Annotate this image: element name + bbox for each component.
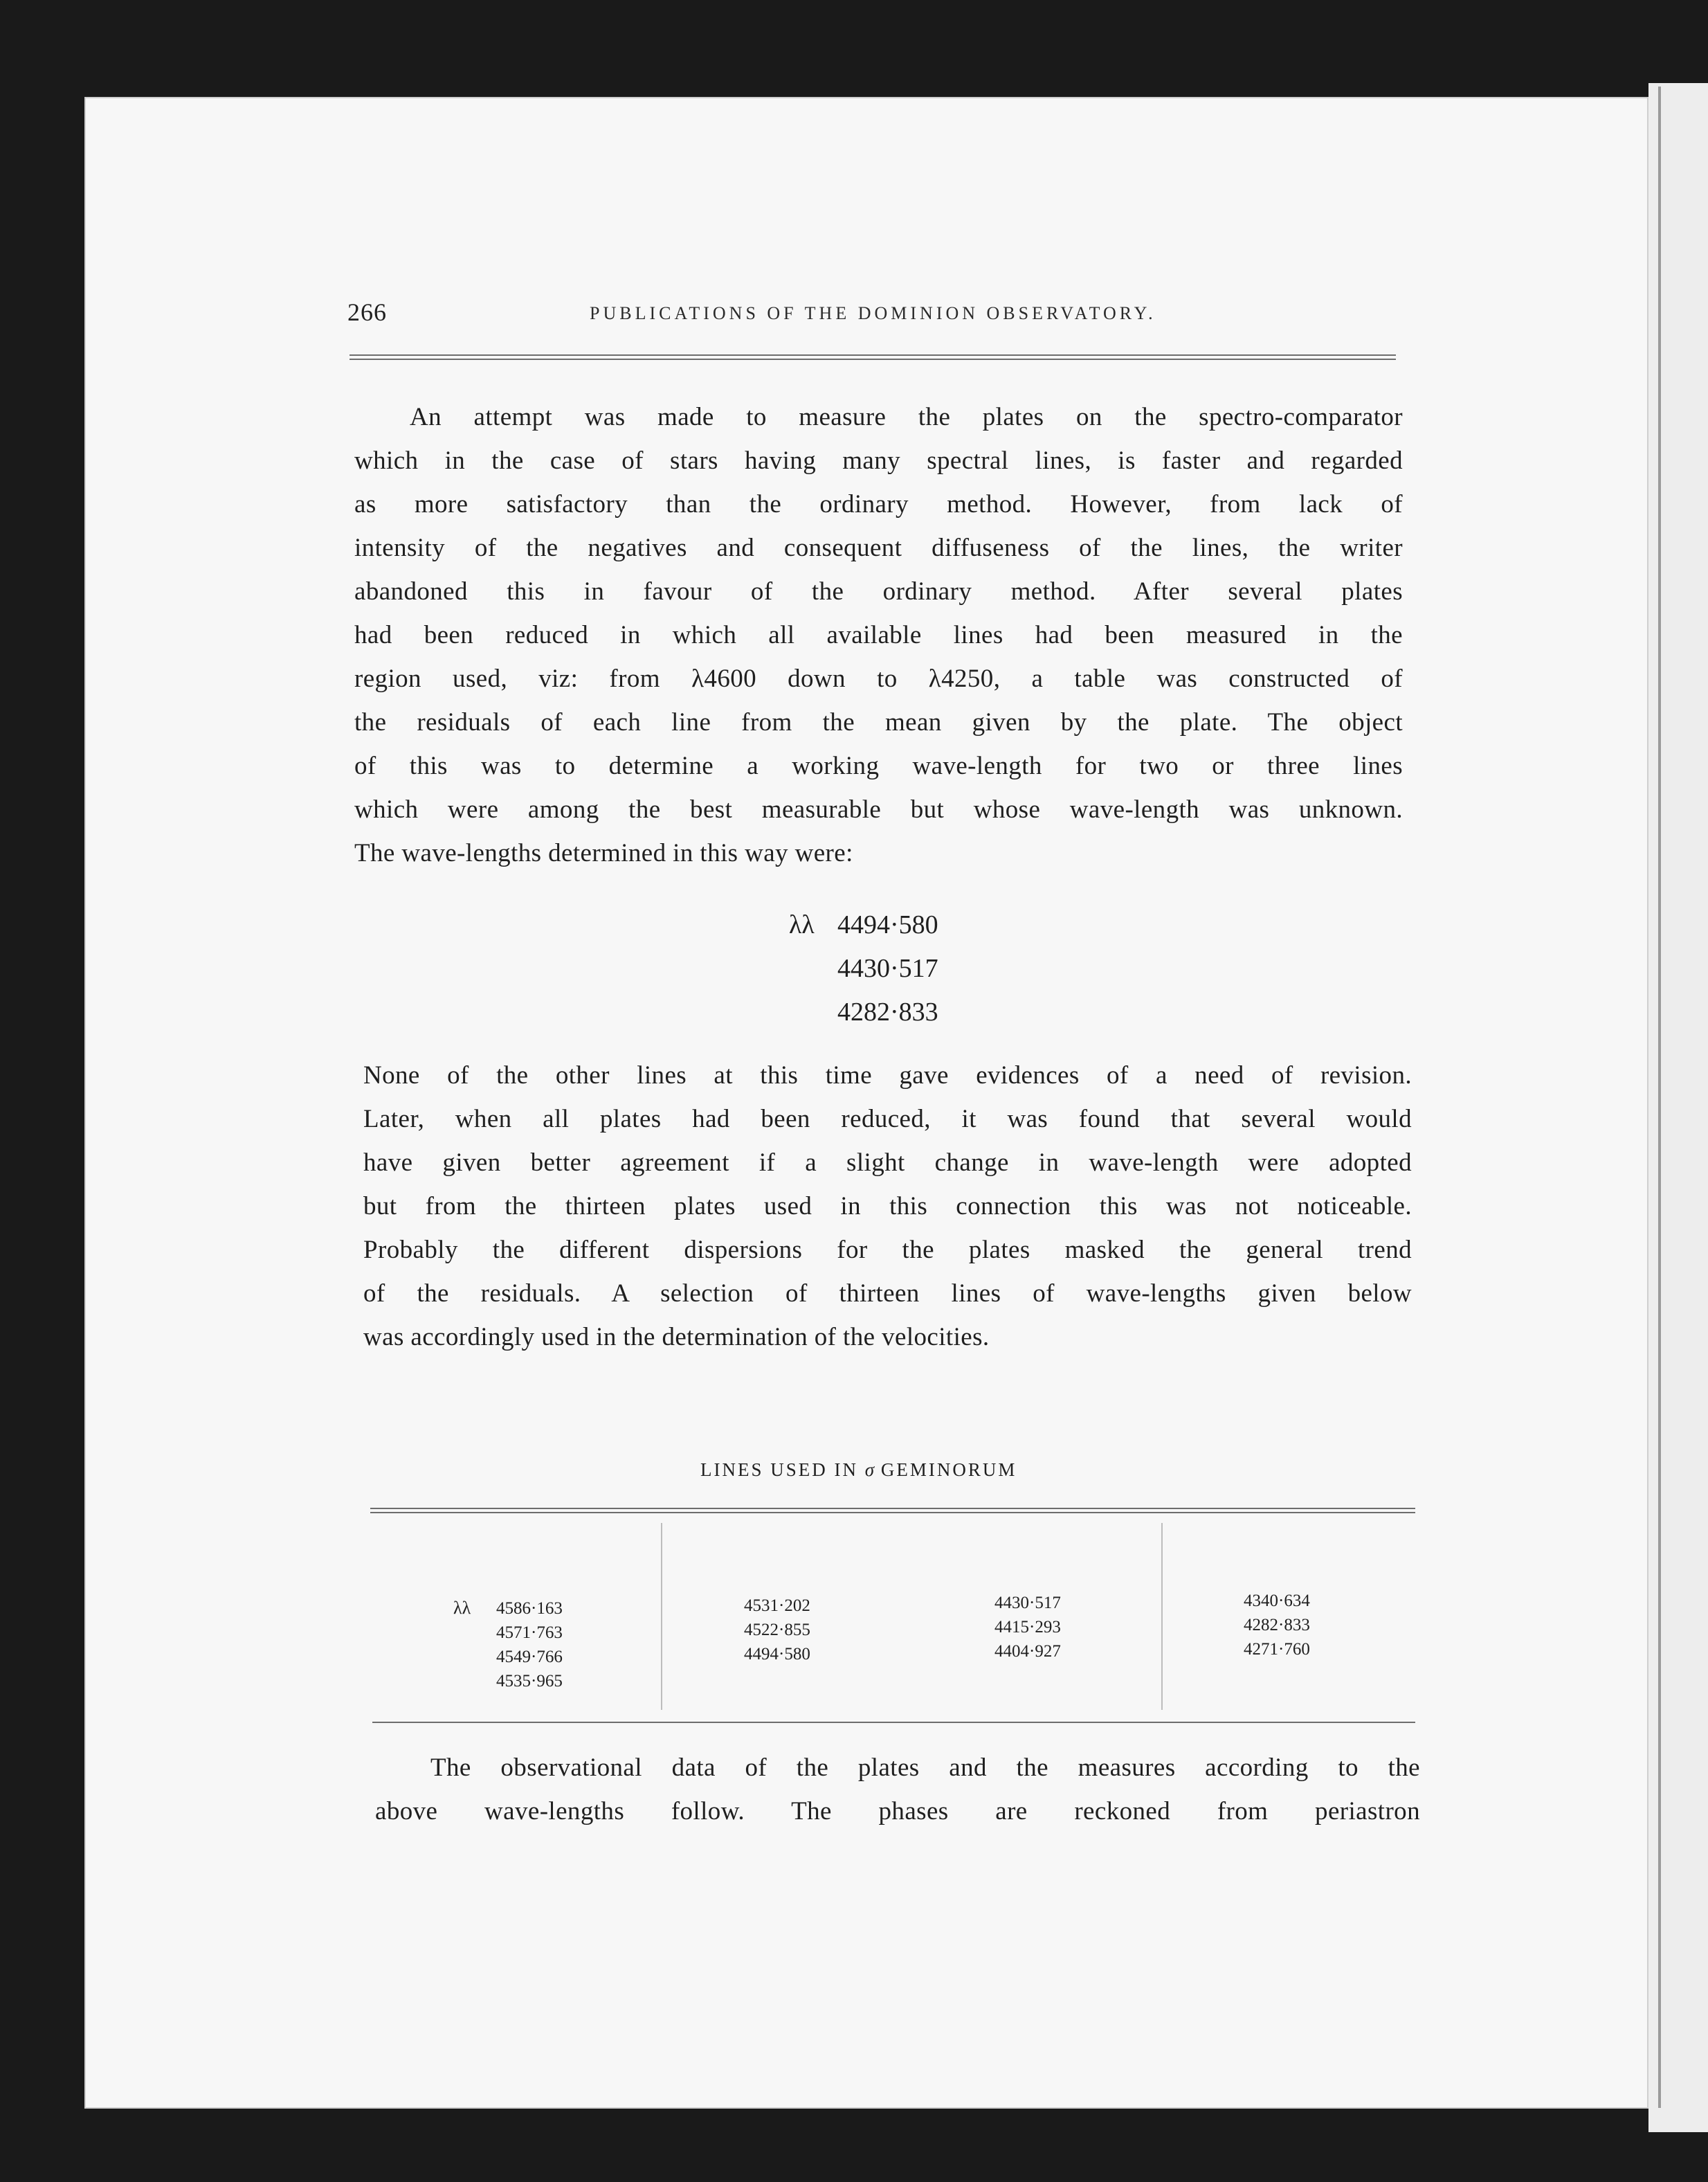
page-header — [347, 298, 1394, 332]
text-line: which in the case of stars having many spectral lines, is faster and regarded — [354, 447, 1403, 475]
wavelength-value: 4586·163 — [496, 1599, 563, 1618]
table-cell: 4271·760 — [1244, 1640, 1310, 1659]
table-column-divider — [1161, 1523, 1163, 1710]
table-title-before: LINES USED IN — [700, 1459, 858, 1480]
text-line: intensity of the negatives and consequent diffuseness of the lines, the writer — [354, 534, 1403, 562]
page-number: 266 — [347, 298, 387, 326]
wavelength-value: 4549·766 — [496, 1648, 563, 1666]
wavelength-row — [789, 903, 938, 947]
table-title — [700, 1459, 1017, 1481]
table-title-after: GEMINORUM — [880, 1459, 1017, 1480]
wavelength-value: 4535·965 — [496, 1672, 563, 1690]
table-cell — [453, 1621, 563, 1645]
table-cell — [453, 1669, 563, 1693]
header-rule — [349, 354, 1396, 360]
table-cell: 4340·634 — [1244, 1592, 1310, 1610]
determined-wavelengths — [789, 903, 938, 1034]
wavelength-value: 4430·517 — [837, 954, 938, 983]
table-cell: 4522·855 — [744, 1621, 810, 1639]
table-cell: 4430·517 — [994, 1594, 1061, 1612]
lambda-prefix: λλ — [789, 910, 815, 939]
text-line: The observational data of the plates and the measures according to the — [430, 1753, 1420, 1782]
table-cell: 4282·833 — [1244, 1616, 1310, 1634]
text-line: have given better agreement if a slight change in wave-length were adopted — [363, 1148, 1412, 1177]
wavelength-value: 4571·763 — [496, 1623, 563, 1642]
wavelength-value: 4494·580 — [837, 910, 938, 939]
table-column-1 — [453, 1596, 563, 1693]
text-line: above wave-lengths follow. The phases are reckoned from periastron — [375, 1797, 1420, 1825]
wavelength-value: 4282·833 — [837, 998, 938, 1027]
text-line: which were among the best measurable but whose wave-length was unknown. — [354, 795, 1403, 824]
text-line: None of the other lines at this time gave evidences of a need of revision. — [363, 1061, 1412, 1090]
wavelength-row — [789, 947, 938, 991]
paragraph-3 — [375, 1746, 1420, 1833]
table-cell: 4404·927 — [994, 1642, 1061, 1661]
text-line: but from the thirteen plates used in this connection this was not noticeable. — [363, 1192, 1412, 1220]
text-line: Later, when all plates had been reduced, it was found that several would — [363, 1105, 1412, 1133]
table-cell: 4494·580 — [744, 1645, 810, 1663]
table-top-rule — [370, 1508, 1415, 1513]
text-line: region used, viz: from λ4600 down to λ4250, a table was constructed of — [354, 665, 1403, 693]
table-cell: 4415·293 — [994, 1618, 1061, 1636]
table-cell — [453, 1645, 563, 1669]
table-column-2 — [744, 1594, 810, 1666]
table-column-3 — [994, 1591, 1061, 1663]
wavelength-row — [789, 991, 938, 1034]
table-column-divider — [661, 1523, 662, 1710]
text-line: of this was to determine a working wave-length for two or three lines — [354, 752, 1403, 780]
lambda-prefix: λλ — [453, 1598, 471, 1618]
text-line: had been reduced in which all available lines had been measured in the — [354, 621, 1403, 649]
adjacent-page-edge — [1648, 83, 1708, 2132]
page-fold-line — [1658, 87, 1661, 2108]
table-cell — [453, 1596, 563, 1621]
text-line: abandoned this in favour of the ordinary method. After several plates — [354, 577, 1403, 606]
paragraph-2 — [363, 1054, 1412, 1359]
table-cell: 4531·202 — [744, 1596, 810, 1615]
text-line: of the residuals. A selection of thirteen lines of wave-lengths given below — [363, 1279, 1412, 1308]
table-bottom-rule — [372, 1722, 1415, 1723]
text-line: as more satisfactory than the ordinary method. However, from lack of — [354, 490, 1403, 519]
text-line: Probably the different dispersions for the plates masked the general trend — [363, 1236, 1412, 1264]
table-title-symbol: σ — [864, 1459, 875, 1480]
text-line: The wave-lengths determined in this way were: — [354, 839, 853, 867]
text-line: was accordingly used in the determination of the velocities. — [363, 1323, 990, 1351]
table-column-4 — [1244, 1589, 1310, 1661]
text-line: An attempt was made to measure the plates on the spectro-comparator — [410, 403, 1403, 431]
text-line: the residuals of each line from the mean given by the plate. The object — [354, 708, 1403, 737]
paragraph-1 — [354, 395, 1403, 875]
running-head: PUBLICATIONS OF THE DOMINION OBSERVATORY. — [590, 303, 1156, 323]
